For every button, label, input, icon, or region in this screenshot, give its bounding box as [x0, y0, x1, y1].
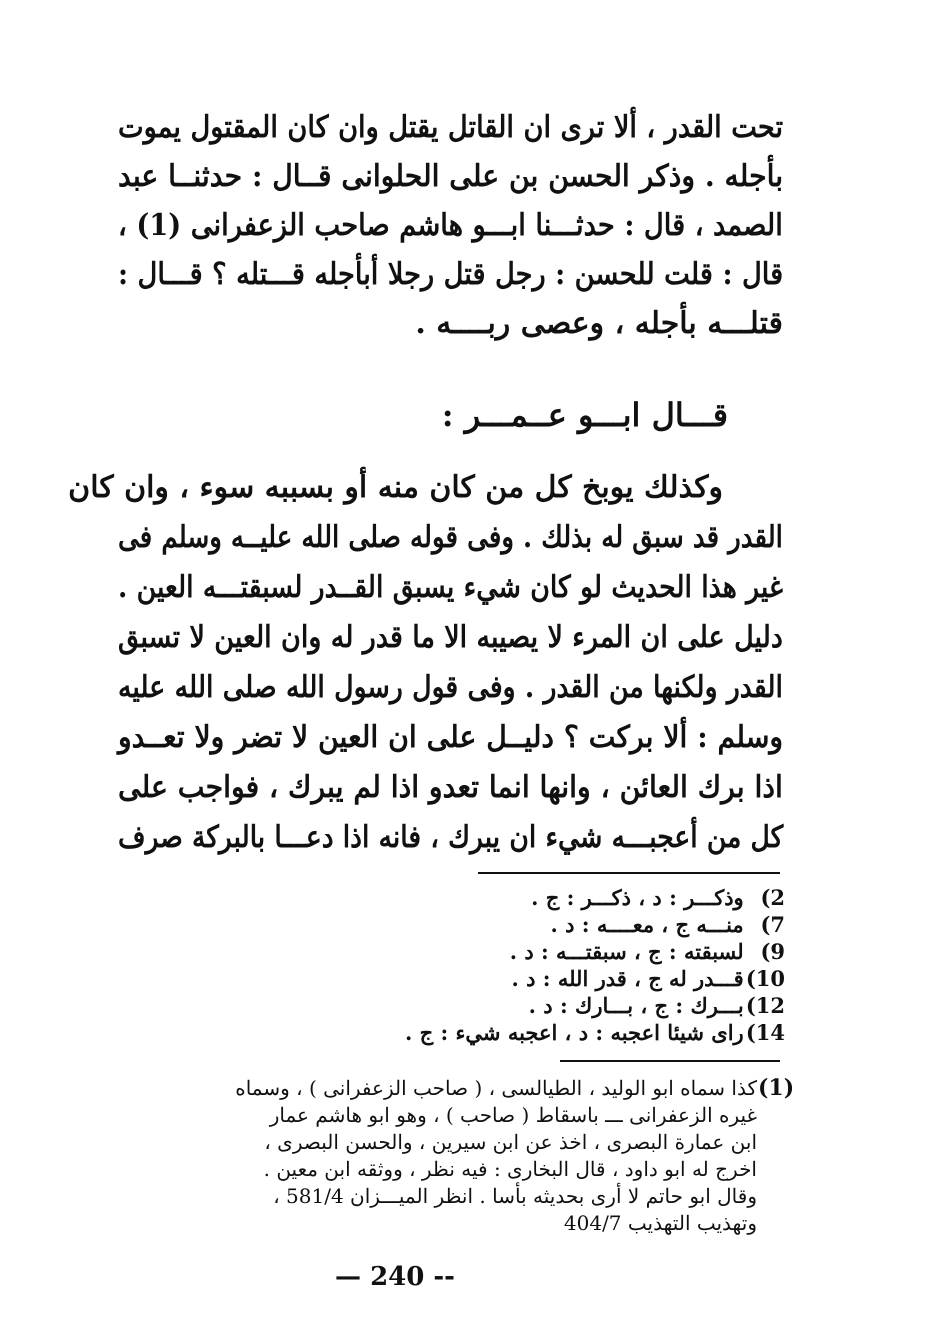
section-heading-block	[118, 395, 728, 440]
variant-item	[405, 1020, 785, 1046]
footnote-line: وقال ابو حاتم لا أرى بحديثه بأسا . انظر الميـــزان 581/4 ،	[273, 1184, 757, 1208]
variant-text: قـــدر له ج ، قدر الله : د .	[511, 966, 744, 991]
variant-number: 14)	[745, 1020, 785, 1045]
variant-number: 2)	[760, 885, 785, 910]
text-line: قتلـــه بأجله ، وعصى ربــــه .	[415, 306, 783, 341]
text-line: وكذلك يوبخ كل من كان منه أو بسببه سوء ، وان كان	[68, 470, 723, 505]
main-paragraph	[118, 108, 783, 368]
page-number: — 240 --	[335, 1262, 455, 1292]
footnote	[112, 1075, 757, 1245]
variant-number: 7)	[760, 912, 785, 937]
variant-text: وذكـــر : د ، ذكـــر : ج .	[531, 885, 744, 910]
variant-item	[510, 939, 785, 965]
variant-item	[531, 885, 785, 911]
footnote-line: اخرج له ابو داود ، قال البخارى : فيه نظر ، ووثقه ابن معين .	[263, 1157, 757, 1181]
text-line: قال : قلت للحسن : رجل قتل رجلا أبأجله قـــتله ؟ قـــال :	[117, 257, 783, 292]
variant-text: منـــه ج ، معــــه : د .	[550, 912, 744, 937]
text-line: وسلم : ألا بركت ؟ دليــل على ان العين لا تضر ولا تعــدو	[117, 720, 783, 755]
footnote-line: غيره الزعفرانى ـــ باسقاط ( صاحب ) ، وهو ابو هاشم عمار	[269, 1103, 757, 1127]
text-line: تحت القدر ، ألا ترى ان القاتل يقتل وان كان المقتول يموت	[117, 110, 783, 145]
text-line: الصمد ، قال : حدثـــنا ابـــو هاشم صاحب الزعفرانى (1) ،	[118, 208, 783, 243]
text-line: القدر ولكنها من القدر . وفى قول رسول الله صلى الله عليه	[118, 670, 783, 705]
variant-text: بـــرك : ج ، بـــارك : د .	[528, 993, 744, 1018]
variant-text: راى شيئا اعجبه : د ، اعجبه شيء : ج .	[404, 1020, 744, 1045]
footnote-line: كذا سماه ابو الوليد ، الطيالسى ، ( صاحب الزعفرانى ) ، وسماه	[235, 1076, 757, 1100]
footnote-divider-2	[560, 1060, 780, 1062]
variant-number: 9)	[760, 939, 785, 964]
text-line: دليل على ان المرء لا يصيبه الا ما قدر له وان العين لا تسبق	[118, 620, 783, 655]
variant-item	[511, 966, 785, 992]
second-paragraph	[68, 468, 783, 868]
footnote-marker: (1)	[758, 1075, 795, 1101]
footnote-line: ابن عمارة البصرى ، اخذ عن ابن سيرين ، والحسن البصرى ،	[264, 1130, 757, 1154]
section-heading: قـــال ابـــو عــمـــر :	[441, 396, 728, 434]
variant-item	[529, 993, 785, 1019]
footnote-line: وتهذيب التهذيب 404/7	[563, 1211, 757, 1235]
variant-number: 10)	[745, 966, 785, 991]
text-line: القدر قد سبق له بذلك . وفى قوله صلى الله عليــه وسلم فى	[118, 520, 783, 555]
footnote-divider	[478, 872, 780, 874]
text-line: بأجله . وذكر الحسن بن على الحلوانى قــال : حدثنــا عبد	[117, 159, 783, 194]
variant-number: 12)	[745, 993, 785, 1018]
text-line: كل من أعجبـــه شيء ان يبرك ، فانه اذا دعـــا بالبركة صرف	[117, 820, 783, 855]
variant-readings	[300, 885, 785, 1055]
text-line: اذا برك العائن ، وانها انما تعدو اذا لم يبرك ، فواجب على	[118, 770, 783, 805]
variant-text: لسبقته : ج ، سبقتـــه : د .	[509, 939, 744, 964]
text-line: غير هذا الحديث لو كان شيء يسبق القــدر لسبقتـــه العين .	[118, 570, 783, 605]
variant-item	[551, 912, 785, 938]
